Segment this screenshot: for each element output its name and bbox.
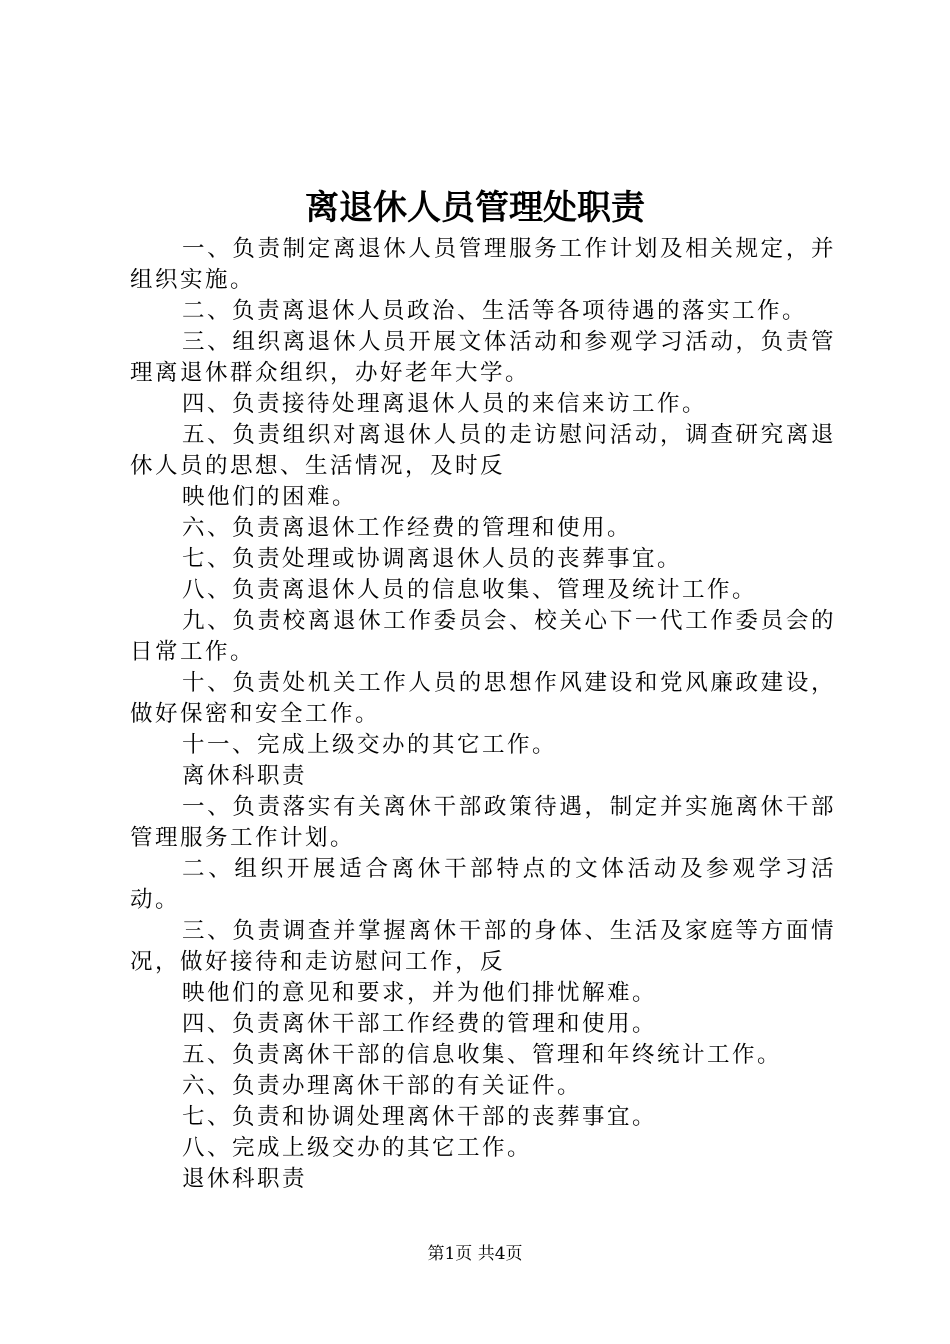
paragraph: 一、负责制定离退休人员管理服务工作计划及相关规定，并组织实施。 [130,236,836,293]
paragraph: 二、负责离退休人员政治、生活等各项待遇的落实工作。 [182,298,808,324]
paragraph: 退休科职责 [182,1166,308,1192]
paragraph: 八、完成上级交办的其它工作。 [182,1135,533,1161]
paragraph: 七、负责处理或协调离退休人员的丧葬事宜。 [182,546,683,572]
paragraph: 五、负责离休干部的信息收集、管理和年终统计工作。 [182,1042,783,1068]
paragraph: 十、负责处机关工作人员的思想作风建设和党风廉政建设，做好保密和安全工作。 [130,670,836,727]
paragraph: 三、负责调查并掌握离休干部的身体、生活及家庭等方面情况，做好接待和走访慰问工作，反 [130,918,836,975]
paragraph: 八、负责离退休人员的信息收集、管理及统计工作。 [182,577,758,603]
paragraph: 五、负责组织对离退休人员的走访慰问活动，调查研究离退休人员的思想、生活情况，及时反 [130,422,836,479]
paragraph: 四、负责离休干部工作经费的管理和使用。 [182,1011,658,1037]
paragraph: 离休科职责 [182,763,308,789]
paragraph: 三、组织离退休人员开展文体活动和参观学习活动，负责管理离退休群众组织，办好老年大学。 [130,329,836,386]
page-number: 第1页 共4页 [427,1244,523,1264]
paragraph: 一、负责落实有关离休干部政策待遇，制定并实施离休干部管理服务工作计划。 [130,794,836,851]
paragraph: 十一、完成上级交办的其它工作。 [182,732,558,758]
paragraph: 六、负责离退休工作经费的管理和使用。 [182,515,633,541]
paragraph: 四、负责接待处理离退休人员的来信来访工作。 [182,391,708,417]
paragraph: 二、组织开展适合离休干部特点的文体活动及参观学习活动。 [130,856,836,913]
document-body [130,234,836,1195]
paragraph: 九、负责校离退休工作委员会、校关心下一代工作委员会的日常工作。 [130,608,836,665]
paragraph: 七、负责和协调处理离休干部的丧葬事宜。 [182,1104,658,1130]
paragraph: 六、负责办理离休干部的有关证件。 [182,1073,583,1099]
document-title: 离退休人员管理处职责 [305,188,645,228]
paragraph-continuation: 映他们的困难。 [182,484,358,510]
paragraph-continuation: 映他们的意见和要求，并为他们排忧解难。 [182,980,658,1006]
